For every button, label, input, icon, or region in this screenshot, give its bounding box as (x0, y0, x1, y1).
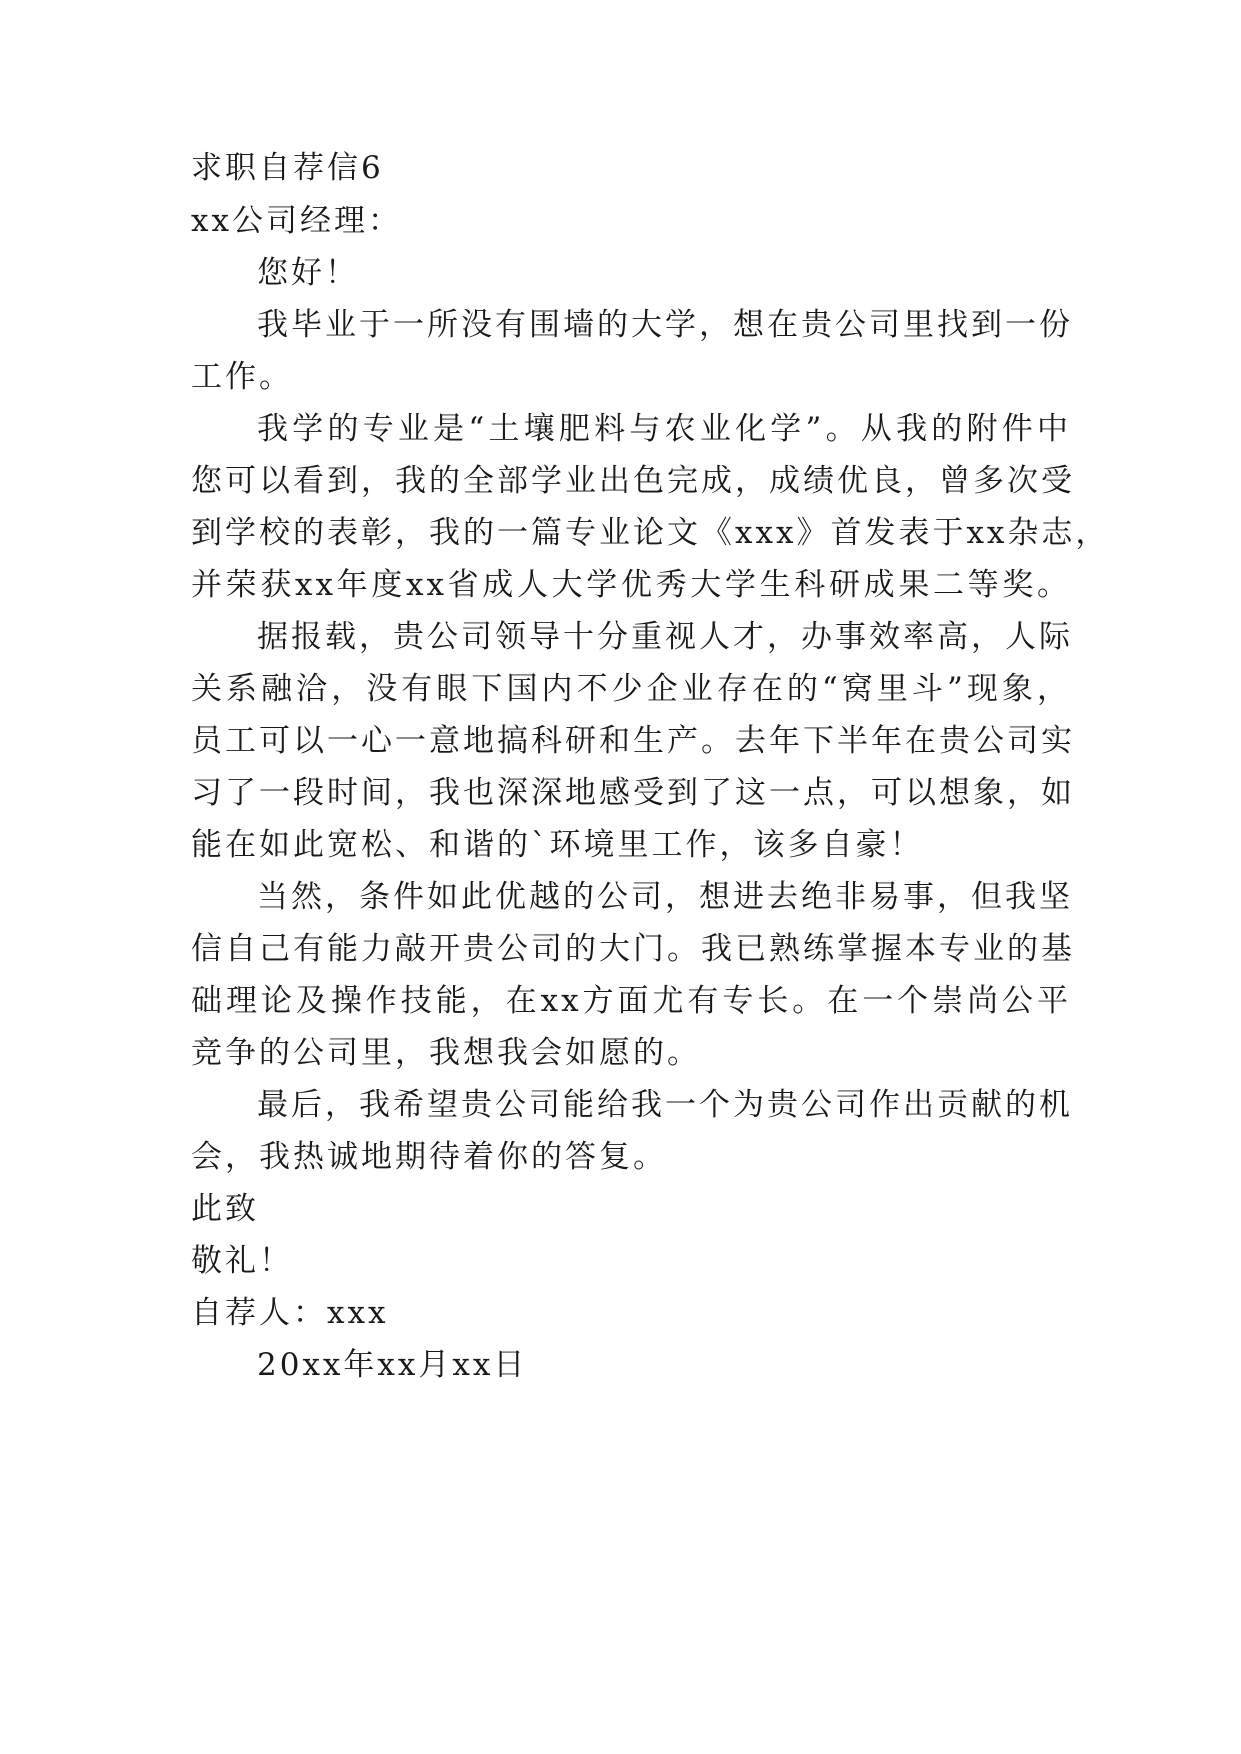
paragraph-line: 您可以看到，我的全部学业出色完成，成绩优良，曾多次受 (191, 463, 1075, 499)
document-title: 求职自荐信6 (191, 150, 384, 186)
paragraph-line: 我学的专业是“土壤肥料与农业化学”。从我的附件中 (257, 411, 1071, 447)
paragraph-line: 据报载，贵公司领导十分重视人才，办事效率高，人际 (257, 619, 1073, 655)
signer-line: 自荐人：xxx (191, 1295, 389, 1331)
salutation: xx公司经理： (191, 203, 402, 239)
date-line: 20xx年xx月xx日 (257, 1347, 528, 1383)
paragraph-line: 能在如此宽松、和谐的`环境里工作，该多自豪！ (191, 827, 924, 863)
paragraph-line: 并荣获xx年度xx省成人大学优秀大学生科研成果二等奖。 (191, 567, 1071, 603)
greeting: 您好！ (257, 255, 359, 291)
closing-line-1: 此致 (191, 1191, 259, 1227)
paragraph-line: 当然，条件如此优越的公司，想进去绝非易事，但我坚 (257, 879, 1073, 915)
paragraph-line: 竞争的公司里，我想我会如愿的。 (191, 1035, 701, 1071)
paragraph-line: 习了一段时间，我也深深地感受到了这一点，可以想象，如 (191, 775, 1075, 811)
closing-line-2: 敬礼！ (191, 1243, 293, 1279)
paragraph-line: 到学校的表彰，我的一篇专业论文《xxx》首发表于xx杂志， (191, 515, 1110, 551)
paragraph-line: 员工可以一心一意地搞科研和生产。去年下半年在贵公司实 (191, 723, 1075, 759)
paragraph-line: 信自己有能力敲开贵公司的大门。我已熟练掌握本专业的基 (191, 931, 1075, 967)
paragraph-line: 工作。 (191, 359, 293, 395)
paragraph-line: 最后，我希望贵公司能给我一个为贵公司作出贡献的机 (257, 1087, 1073, 1123)
paragraph-line: 我毕业于一所没有围墙的大学，想在贵公司里找到一份 (257, 307, 1073, 343)
paragraph-line: 础理论及操作技能，在xx方面尤有专长。在一个崇尚公平 (191, 983, 1071, 1019)
paragraph-line: 会，我热诚地期待着你的答复。 (191, 1139, 667, 1175)
paragraph-line: 关系融洽，没有眼下国内不少企业存在的“窝里斗”现象， (191, 671, 1071, 707)
